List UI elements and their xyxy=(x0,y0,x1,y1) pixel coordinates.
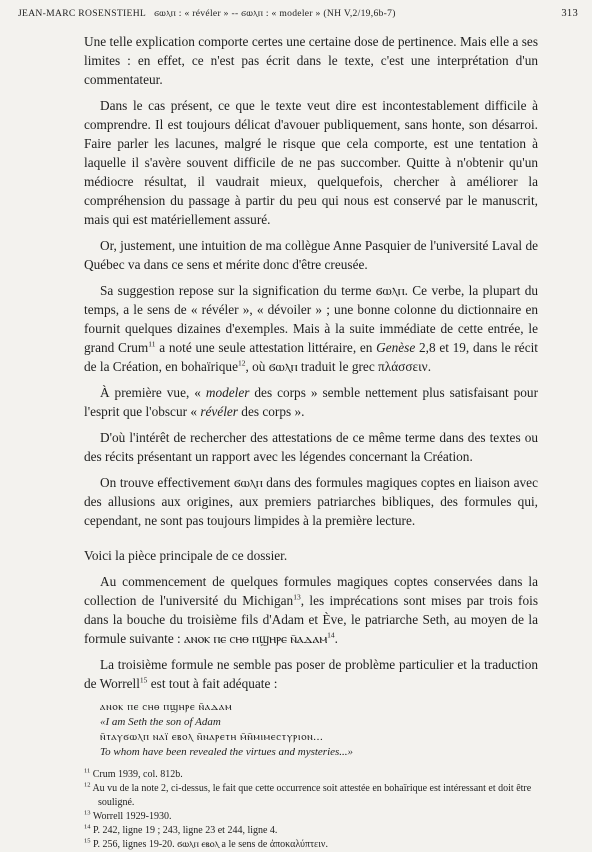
text-run: La troisième formule ne semble pas poser de problème particulier et la traduction de Worrell xyxy=(84,657,538,691)
text-run: des corps ». xyxy=(237,404,305,419)
footnote-ref: 13 xyxy=(293,592,301,602)
footnote-ref: 15 xyxy=(139,675,148,685)
footnote xyxy=(84,810,538,824)
text-run: À première vue, « xyxy=(100,385,206,400)
footnote-number: 13 xyxy=(84,809,91,817)
paragraph xyxy=(84,281,538,376)
paragraph: Dans le cas présent, ce que le texte veut dire est incontestablement difficile à comprendre. Il est toujours délicat d'avouer publiquement, sans honte, son désarroi. Faire parler les lacunes, malgré le risque que cela comporte, est une tentation à laquelle il s'avère souvent difficile de ne pas succomber. Quitte à n'obtenir qu'un médiocre résultat, il vaudrait mieux, quelquefois, chercher à améliorer la compréhension du passage à partir du peu qui nous est conservé par le manuscrit, mais qui est matériellement assuré. xyxy=(84,98,538,227)
paragraph xyxy=(84,383,538,421)
emphasis: révéler xyxy=(200,404,238,419)
text-run: Au commencement de quelques formules magiques coptes conservées dans la collection de l'université du Michigan xyxy=(84,574,538,608)
text-run: . xyxy=(334,631,338,646)
paragraph: On trouve effectivement ϭⲱⲗⲡ dans des formules magiques coptes en liaison avec des allusions aux origines, aux premiers patriarches bibliques, des formules qui, cependant, ne sont pas toujours limpides à la première lecture. xyxy=(84,475,538,528)
paragraph xyxy=(84,572,538,648)
footnote-text: P. 256, lignes 19-20. ϭⲱⲗⲡ ⲉⲃⲟⲗ a le sens de ἀποκαλύπτειν. xyxy=(93,839,328,850)
paragraph: Une telle explication comporte certes une certaine dose de pertinence. Mais elle a ses limites : en effet, ce n'est pas écrit dans le texte, c'est une interprétation d'un commentateur. xyxy=(84,34,538,87)
header-running-title: ϭⲱⲗⲡ : « révéler » -- ϭⲱⲗⲡ : « modeler » (NH V,2/19,6b-7) xyxy=(154,7,396,19)
footnote xyxy=(84,768,538,782)
paragraph: D'où l'intérêt de rechercher des attestations de ce même terme dans des textes ou des récits présentant un rapport avec les légendes concernant la Création. xyxy=(84,430,538,464)
coptic-line: ⲛ̄ⲧⲁⲩϭⲱⲗⲡ ⲛⲁⲓ̈ ⲉⲃⲟⲗ ⲛ̄ⲛⲁⲣⲉⲧⲏ ⲙ̄ⲛ̄ⲙⲓⲙⲉⲥⲧⲩⲣⲓⲟⲛ... xyxy=(100,731,324,743)
footnote-ref: 14 xyxy=(327,630,335,640)
footnote-number: 15 xyxy=(84,837,91,845)
footnote-ref: 11 xyxy=(148,339,156,349)
coptic-line: ⲁⲛⲟⲕ ⲡⲉ ⲥⲏⲑ ⲡϣⲏⲣⲉ ⲛ̄ⲁⲇⲁⲙ xyxy=(100,701,233,713)
text-run: , les imprécations sont mises par trois fois dans la bouche du troisième fils d'Adam et Ève, le patriarche Seth, au moyen de la formule suivante : ⲁⲛⲟⲕ ⲡⲉ ⲥⲏⲑ ⲡϣⲏⲣⲉ ⲛ̄ⲁⲇⲁⲙ xyxy=(84,593,539,646)
text-run: a noté une seule attestation littéraire, en xyxy=(155,340,377,355)
block-quote xyxy=(100,700,538,760)
footnote-text: P. 242, ligne 19 ; 243, ligne 23 et 244, ligne 4. xyxy=(93,825,278,836)
translation-line: To whom have been revealed the virtues and mysteries...» xyxy=(100,746,354,758)
footnote-text: Crum 1939, col. 812b. xyxy=(92,769,183,780)
running-header xyxy=(18,2,578,24)
text-run: Sa suggestion repose sur la signification du terme ϭⲱⲗⲡ. Ce verbe, la plupart du temps, a le sens de « révéler », « dévoiler » ; une bonne colonne du dictionnaire en fournit quelques dizaines d'exemples. Mais à la suite immédiate de cette entrée, le grand Crum xyxy=(84,283,538,355)
footnotes xyxy=(84,768,538,852)
footnote-text: Worrell 1929-1930. xyxy=(92,811,172,822)
footnote-number: 14 xyxy=(84,823,91,831)
text-run: 2,8 et 19, dans le récit de la Création, en bohaïrique xyxy=(84,340,538,374)
main-text xyxy=(84,32,538,852)
paragraph xyxy=(84,655,538,693)
footnote xyxy=(84,824,538,838)
paragraph: Or, justement, une intuition de ma collègue Anne Pasquier de l'université Laval de Québec va dans ce sens et mérite donc d'être creusée. xyxy=(84,238,538,272)
text-run: des corps » semble nettement plus satisfaisant pour l'esprit que l'obscur « xyxy=(84,385,538,419)
header-author: JEAN-MARC ROSENSTIEHL xyxy=(18,7,147,19)
page-number: 313 xyxy=(561,7,578,19)
emphasis: modeler xyxy=(205,385,250,400)
footnote-text: Au vu de la note 2, ci-dessus, le fait que cette occurrence soit attestée en bohaïrique est intéressant et doit être souligné. xyxy=(92,783,532,808)
footnote-ref: 12 xyxy=(237,358,246,368)
footnote-number: 12 xyxy=(84,781,91,789)
text-run: est tout à fait adéquate : xyxy=(147,676,278,691)
translation-line: «I am Seth the son of Adam xyxy=(100,716,221,728)
footnote xyxy=(84,782,538,810)
genesis-title: Genèse xyxy=(376,340,416,355)
footnote xyxy=(84,838,538,852)
paragraph: Voici la pièce principale de ce dossier. xyxy=(84,548,288,563)
footnote-number: 11 xyxy=(84,767,91,775)
text-run: , où ϭⲱⲗⲡ traduit le grec πλάσσειν. xyxy=(245,359,432,374)
